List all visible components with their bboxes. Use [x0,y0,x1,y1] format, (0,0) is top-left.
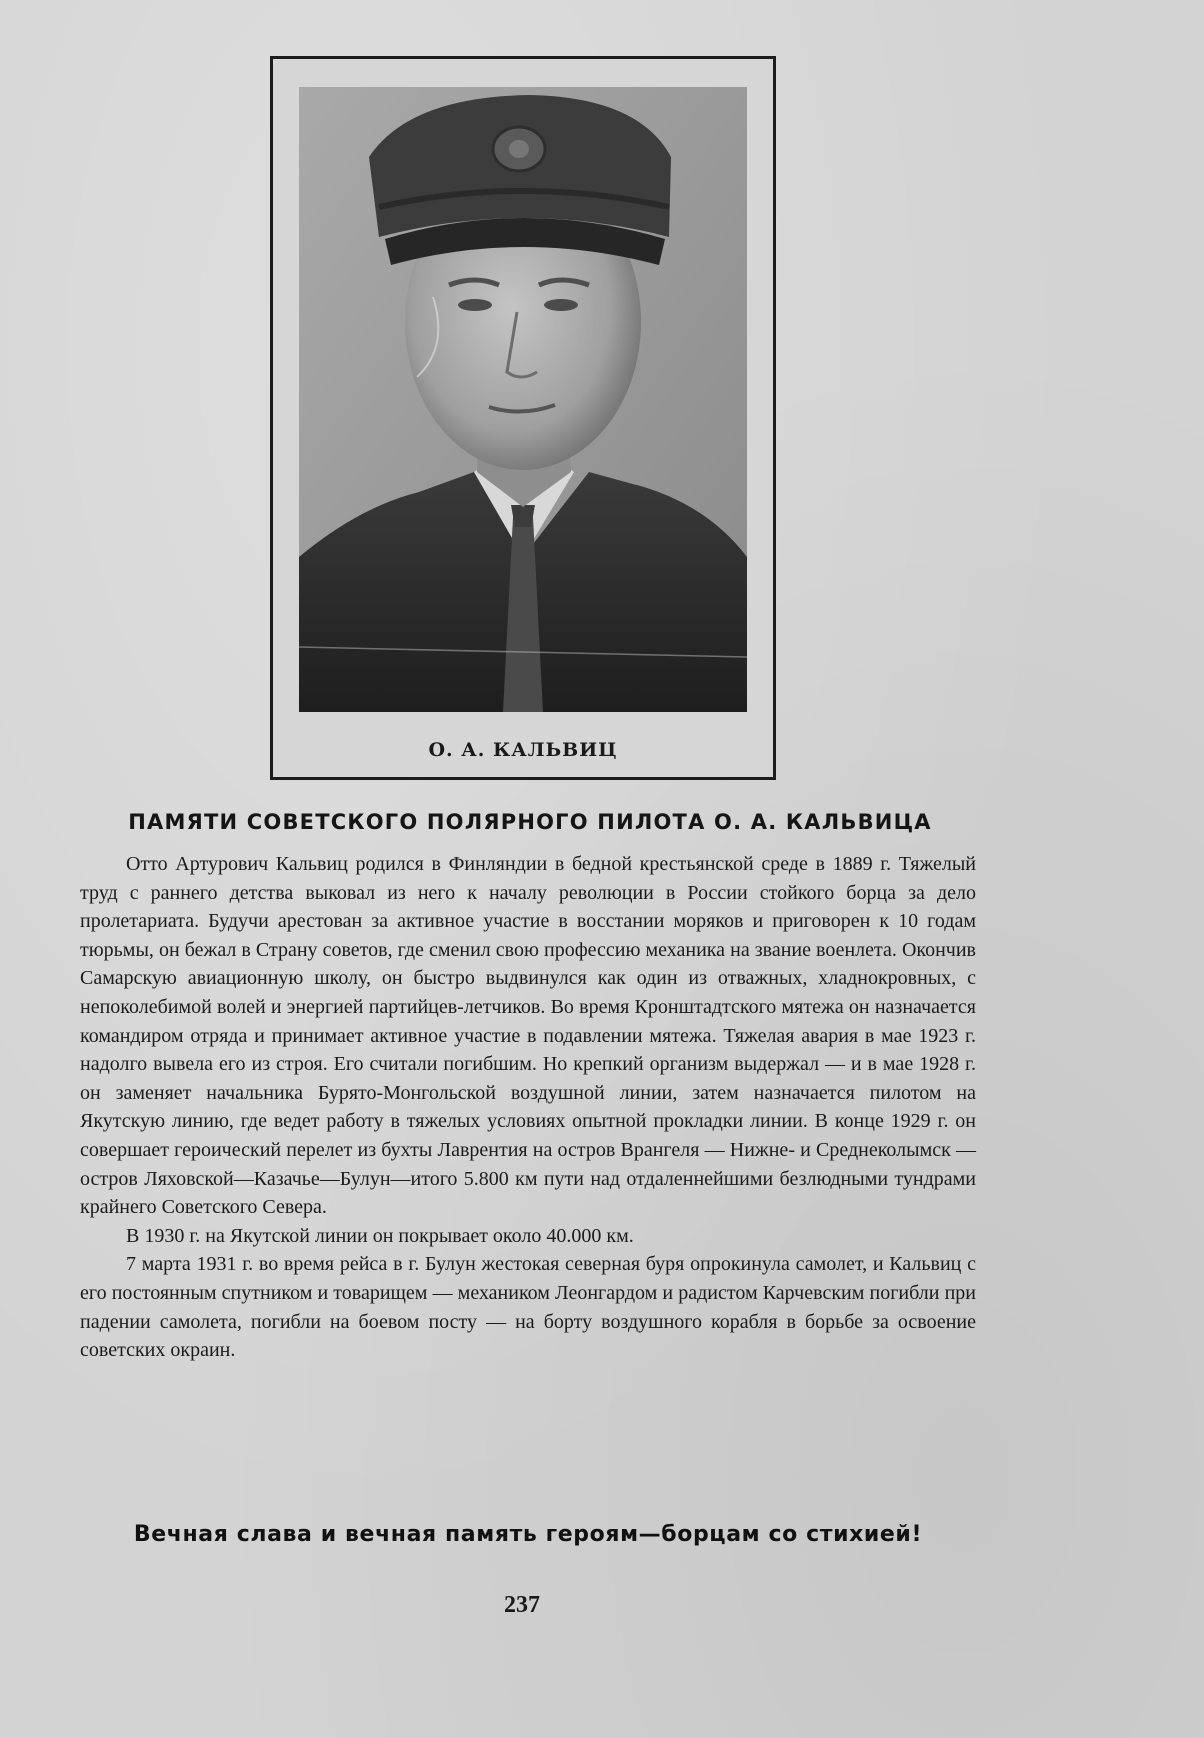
paragraph: 7 марта 1931 г. во время рейса в г. Булун жестокая северная буря опрокинула самолет, и Кальвиц с его постоянным спутником и товарищем — механиком Леонгардом и радистом Карчевским погибли при падении самолета, погибли на боевом посту — на борту воздушного корабля в борьбе за освоение советских окраин. [80,1253,976,1362]
portrait-photo [299,87,747,712]
article-heading: ПАМЯТИ СОВЕТСКОГО ПОЛЯРНОГО ПИЛОТА О. А. КАЛЬВИЦА [128,810,932,834]
paragraph: В 1930 г. на Якутской линии он покрывает около 40.000 км. [126,1224,634,1247]
closing-slogan: Вечная слава и вечная память героям—борцам со стихией! [133,1522,923,1547]
portrait-caption: О. А. КАЛЬВИЦ [428,739,618,761]
paragraph: Отто Артурович Кальвиц родился в Финляндии в бедной крестьянской среде в 1889 г. Тяжелый труд с раннего детства выковал из него к началу революции в России стойкого борца за дело пролетариата. Будучи арестован за активное участие в восстании моряков и приговорен к 10 годам тюрьмы, он бежал в Страну советов, где сменил свою профессию механика на звание военлета. Окончив Самарскую авиационную школу, он быстро выдвинулся как один из отважных, хладнокровных, с непоколебимой волей и энергией партийцев-летчиков. Во время Кронштадтского мятежа он назначается командиром отряда и принимает активное участие в подавлении мятежа. Тяжелая авария в мае 1923 г. надолго вывела его из строя. Его считали погибшим. Но крепкий организм выдержал — и в мае 1928 г. он заменяет начальника Бурято-Монгольской воздушной линии, затем назначается пилотом на Якутскую линию, где ведет работу в тяжелых условиях опытной прокладки линии. В конце 1929 г. он совершает героический перелет из бухты Лаврентия на остров Врангеля — Нижне- и Среднеколымск — остров Ляховской—Казачье—Булун—итого 5.800 км пути над отдаленнейшими безлюдными тундрами крайнего Советского Севера. [80,853,976,1219]
article-body [80,850,976,1365]
page-number: 237 [504,1592,540,1618]
portrait-frame [270,56,776,780]
